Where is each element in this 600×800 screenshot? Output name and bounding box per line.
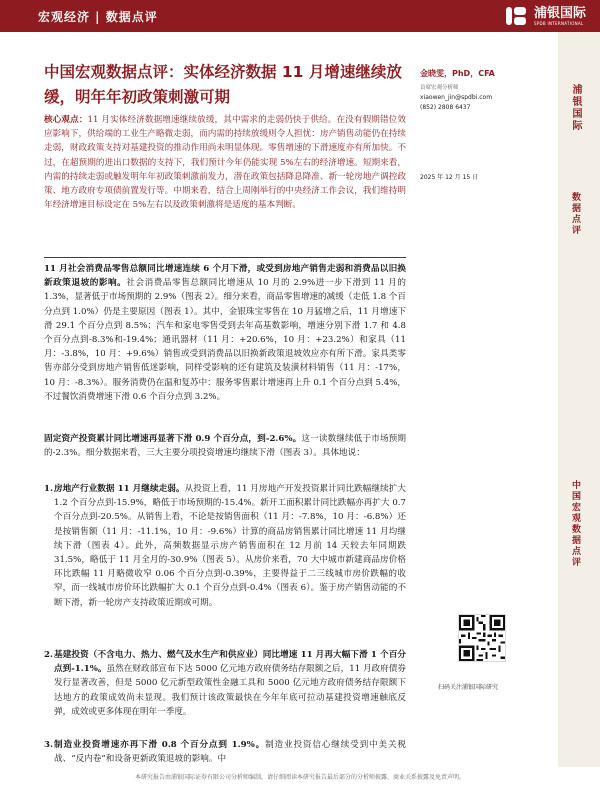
list-number: 3. — [44, 740, 53, 750]
list-text: 虽然在财政部宣布下达 5000 亿元地方政府债务结存限额之后，11 月政府债券发行显著改善，但是 5000 亿元新型政策性金融工具和 5000 亿元地方政府债务结存限额下达地方的政策成效尚未显现。我们预计该政策最快在今年年底可拉动基建投资增速触底反弹，成效或更多体现在明年一季度。 — [54, 664, 406, 717]
list-number: 1. — [44, 484, 53, 494]
list-item — [44, 482, 406, 610]
disclaimer-footer: 本研究报告由浦银国际证券有限公司分析师编制，请仔细阅读本研究报告最后部分的分析师披露、商业关系披露及免责声明。 — [134, 774, 465, 781]
list-text: 从投资上看，11 月房地产开发投资累计同比跌幅继续扩大 1.2 个百分点到-15.9%，略低于市场预期的-15.4%。新开工面积累计同比跌幅亦再扩大 0.7 个百分点到-20.5%。从销售上看，不论是按销售面积（11 月：-7.8%，10 月：-6.8%）还是按销售额（11 月：-11.1%，10 月：-9.6%）计算的商品房销售累计同比增速 11 月均继续下滑（图表 4）。此外，高频数据显示房产销售面积在 12 月前 14 天较去年同期跌 31.5%，略低于 11 月全月的-30.9%（图表 5）。从房价来看，70 大中城市新建商品房价格环比跌幅 11 月略微收窄 0.06 个百分点到-0.39%，主要得益于二三线城市房价跌幅的收窄，而一线城市房价环比跌幅扩大 0.1 个百分点到-0.4%（图表 6）。鉴于房产销售动能的不断下滑，新一轮房产支持政策近期或可期。 — [54, 484, 406, 608]
brand-logo — [504, 4, 586, 28]
section-divider — [44, 257, 406, 258]
author-name: 金晓雯，PhD，CFA — [420, 69, 495, 78]
report-date: 2025 年 12 月 15 日 — [420, 174, 479, 181]
logo-icon — [504, 4, 528, 28]
author-email[interactable]: xiaowen_jin@spdbi.com — [420, 94, 493, 101]
list-headline: 基建投资（不含电力、热力、燃气及水生产和供应业）同比增速 11 月再大幅下滑 1 个百分点到-1.1%。 — [54, 650, 406, 675]
sidebar-series: 中国宏观数据点评 — [570, 480, 580, 568]
sidebar-brand: 浦银国际 — [570, 84, 581, 132]
author-block — [420, 68, 550, 181]
author-role: 首席宏观分析师 — [420, 85, 459, 91]
qr-code-icon[interactable] — [458, 614, 506, 662]
list-item — [44, 738, 406, 766]
list-number: 2. — [44, 650, 53, 660]
retail-text: 社会消费品零售总额同比增速从 10 月的 2.9%进一步下滑到 11 月的 1.3%，显著低于市场预期的 2.9%（图表 2）。细分来看，商品零售增速的减缓（走低 1.8 个百分点到 1.0%）仍是主要原因（图表 1）。其中，金银珠宝零售在 10 月猛增之后，11 月增速下滑 29.1 个百分点到 8.5%；汽车和家电零售受到去年高基数影响，增速分别下滑 1.7 和 4.8 个百分点到-8.3%和-19.4%；通讯器材（11 月：+20.6%，10 月：+23.2%）和家具（11 月：-3.8%，10 月：+9.6%）销售或受到消费品以旧换新政策退坡效应亦有所下滑。家具类零售亦部分受到房地产销售低迷影响，同样受影响的还有建筑及装潢材料销售（11 月：-17%，10 月：-8.3%）。服务消费仍在温和复苏中：服务零售累计增速再上升 0.1 个百分点到 5.4%，不过餐饮消费增速下滑 0.6 个百分点到 3.2%。 — [44, 278, 406, 402]
author-phone: (852) 2808 6437 — [420, 104, 471, 111]
fai-headline: 固定资产投资累计同比增速再显著下滑 0.9 个百分点，到-2.6%。 — [44, 434, 302, 444]
list-headline: 制造业投资增速亦再下滑 0.8 个百分点到 1.9%。 — [54, 740, 266, 750]
logo-name-en: SPDB INTERNATIONAL — [533, 20, 584, 26]
qr-caption: 扫码关注浦银国际研究 — [438, 684, 499, 691]
report-title: 中国宏观数据点评：实体经济数据 11 月增速继续放缓，明年年初政策刺激可期 — [44, 63, 402, 106]
key-points-label: 核心观点： — [44, 115, 88, 125]
right-sidebar — [558, 32, 600, 767]
list-headline: 房地产行业数据 11 月继续走弱。 — [54, 484, 185, 494]
retail-headline: 11 月社会消费品零售总额同比增速连续 6 个月下滑，或受到房地产销售走弱和消费品以旧换新政策退坡的影响。 — [44, 264, 406, 289]
logo-name-cn: 浦银国际 — [533, 5, 586, 21]
breadcrumb: 宏观经济 | 数据点评 — [38, 10, 158, 24]
header-bar — [0, 0, 600, 32]
list-text: 制造业投资信心继续受到中美关税战、“反内卷”和设备更新政策退坡的影响。中 — [54, 740, 406, 765]
key-points — [44, 113, 406, 212]
key-points-text: 11 月实体经济数据增速继续放缓，其中需求的走弱仍快于供给。在没有假期错位效应影响下，供给端的工业生产略微走弱，而内需的持续放缓则令人担忧：房产销售动能仍在持续走弱，财政政策支持对基建投资的推动作用尚未明显体现。零售增速的下滑速度亦有所加快。不过，在超预期的进出口数据的支持下，我们预计今年仍能实现 5%左右的经济增速。短期来看，内需的持续走弱或触发明年年初政策刺激前发力，潜在政策包括降息降准、新一轮房地产调控政策、地方政府专项债前置发行等。中期来看，结合上周刚举行的中央经济工作会议，我们维持明年经济增速目标设定在 5%左右以及政策刺激将是适度的基本判断。 — [44, 115, 406, 211]
retail-paragraph — [44, 262, 406, 404]
fai-text: 这一读数继续低于市场预期的-2.3%。细分数据来看，三大主要分项投资增速均继续下滑（图表 3）。具体地说： — [44, 434, 406, 459]
fai-paragraph — [44, 432, 406, 460]
sidebar-report-type: 数据点评 — [570, 192, 580, 236]
list-item — [44, 648, 406, 719]
